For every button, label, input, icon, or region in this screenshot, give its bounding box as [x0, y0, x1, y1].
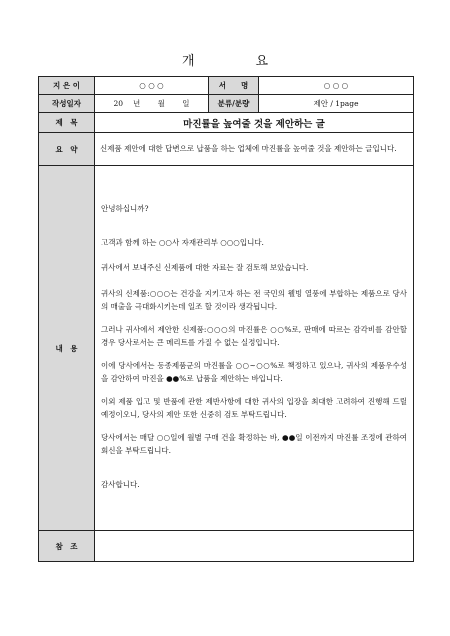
intro-paragraph: 고객과 함께 하는 ○○사 자재관리부 ○○○입니다.: [101, 237, 264, 247]
deadline-paragraph: 당사에서는 매달 ○○일에 월별 구매 건을 확정하는 바, ●●일 이전까지 마진률 조정에 관하여 회신을 부탁드립니다.: [101, 432, 407, 455]
content-label: 내 용: [39, 166, 95, 531]
closing-paragraph: 감사합니다.: [101, 479, 140, 489]
category-value: 제안 / 1page: [259, 95, 414, 113]
margin-paragraph: 그러나 귀사에서 제안한 신제품:○○○의 마진률은 ○○%로, 판매에 따르는 감각비를 감안할 경우 당사로서는 큰 메리트를 가질 수 없는 실정입니다.: [101, 324, 407, 347]
reference-value: [95, 531, 414, 562]
date-label: 작성일자: [39, 95, 95, 113]
subject-label: 제 목: [39, 113, 95, 133]
summary-value: 신제품 제안에 대한 답변으로 납품을 하는 업체에 마진률을 높여줄 것을 제안하는 글입니다.: [95, 133, 414, 166]
greeting-paragraph: 안녕하십니까?: [101, 204, 149, 213]
proposal-paragraph: 이에 당사에서는 동종제품군의 마진률을 ○○~○○%로 책정하고 있으나, 귀사의 제품우수성을 감안하여 마진을 ●●%로 납품을 제안하는 바입니다.: [101, 360, 407, 383]
date-value: 20 년 월 일: [95, 95, 209, 113]
writer-value: ○ ○ ○: [95, 77, 209, 95]
product-paragraph: 귀사의 신제품:○○○는 건강을 지키고자 하는 전 국민의 웰빙 열풍에 부합하는 제품으로 당사의 매출을 극대화시키는데 일조 할 것이라 생각됩니다.: [101, 288, 407, 311]
content-body: [95, 166, 414, 531]
signature-label: 서 명: [209, 77, 259, 95]
proposal-form: [38, 76, 414, 562]
document-title: 개 요: [181, 54, 293, 69]
writer-label: 지 은 이: [39, 77, 95, 95]
signature-value: ○ ○ ○: [259, 77, 414, 95]
review-paragraph: 귀사에서 보내주신 신제품에 대한 자료는 잘 검토해 보았습니다.: [101, 263, 309, 272]
reference-label: 참 조: [39, 531, 95, 562]
category-label: 분류/분량: [209, 95, 259, 113]
subject-value: 마진률을 높여줄 것을 제안하는 글: [95, 113, 414, 133]
summary-label: 요 약: [39, 133, 95, 166]
terms-paragraph: 이외 제품 입고 및 반품에 관한 제반사항에 대한 귀사의 입장을 최대한 고려하여 진행해 드릴 예정이오니, 당사의 제안 또한 신중히 검토 부탁드립니다.: [101, 396, 407, 419]
